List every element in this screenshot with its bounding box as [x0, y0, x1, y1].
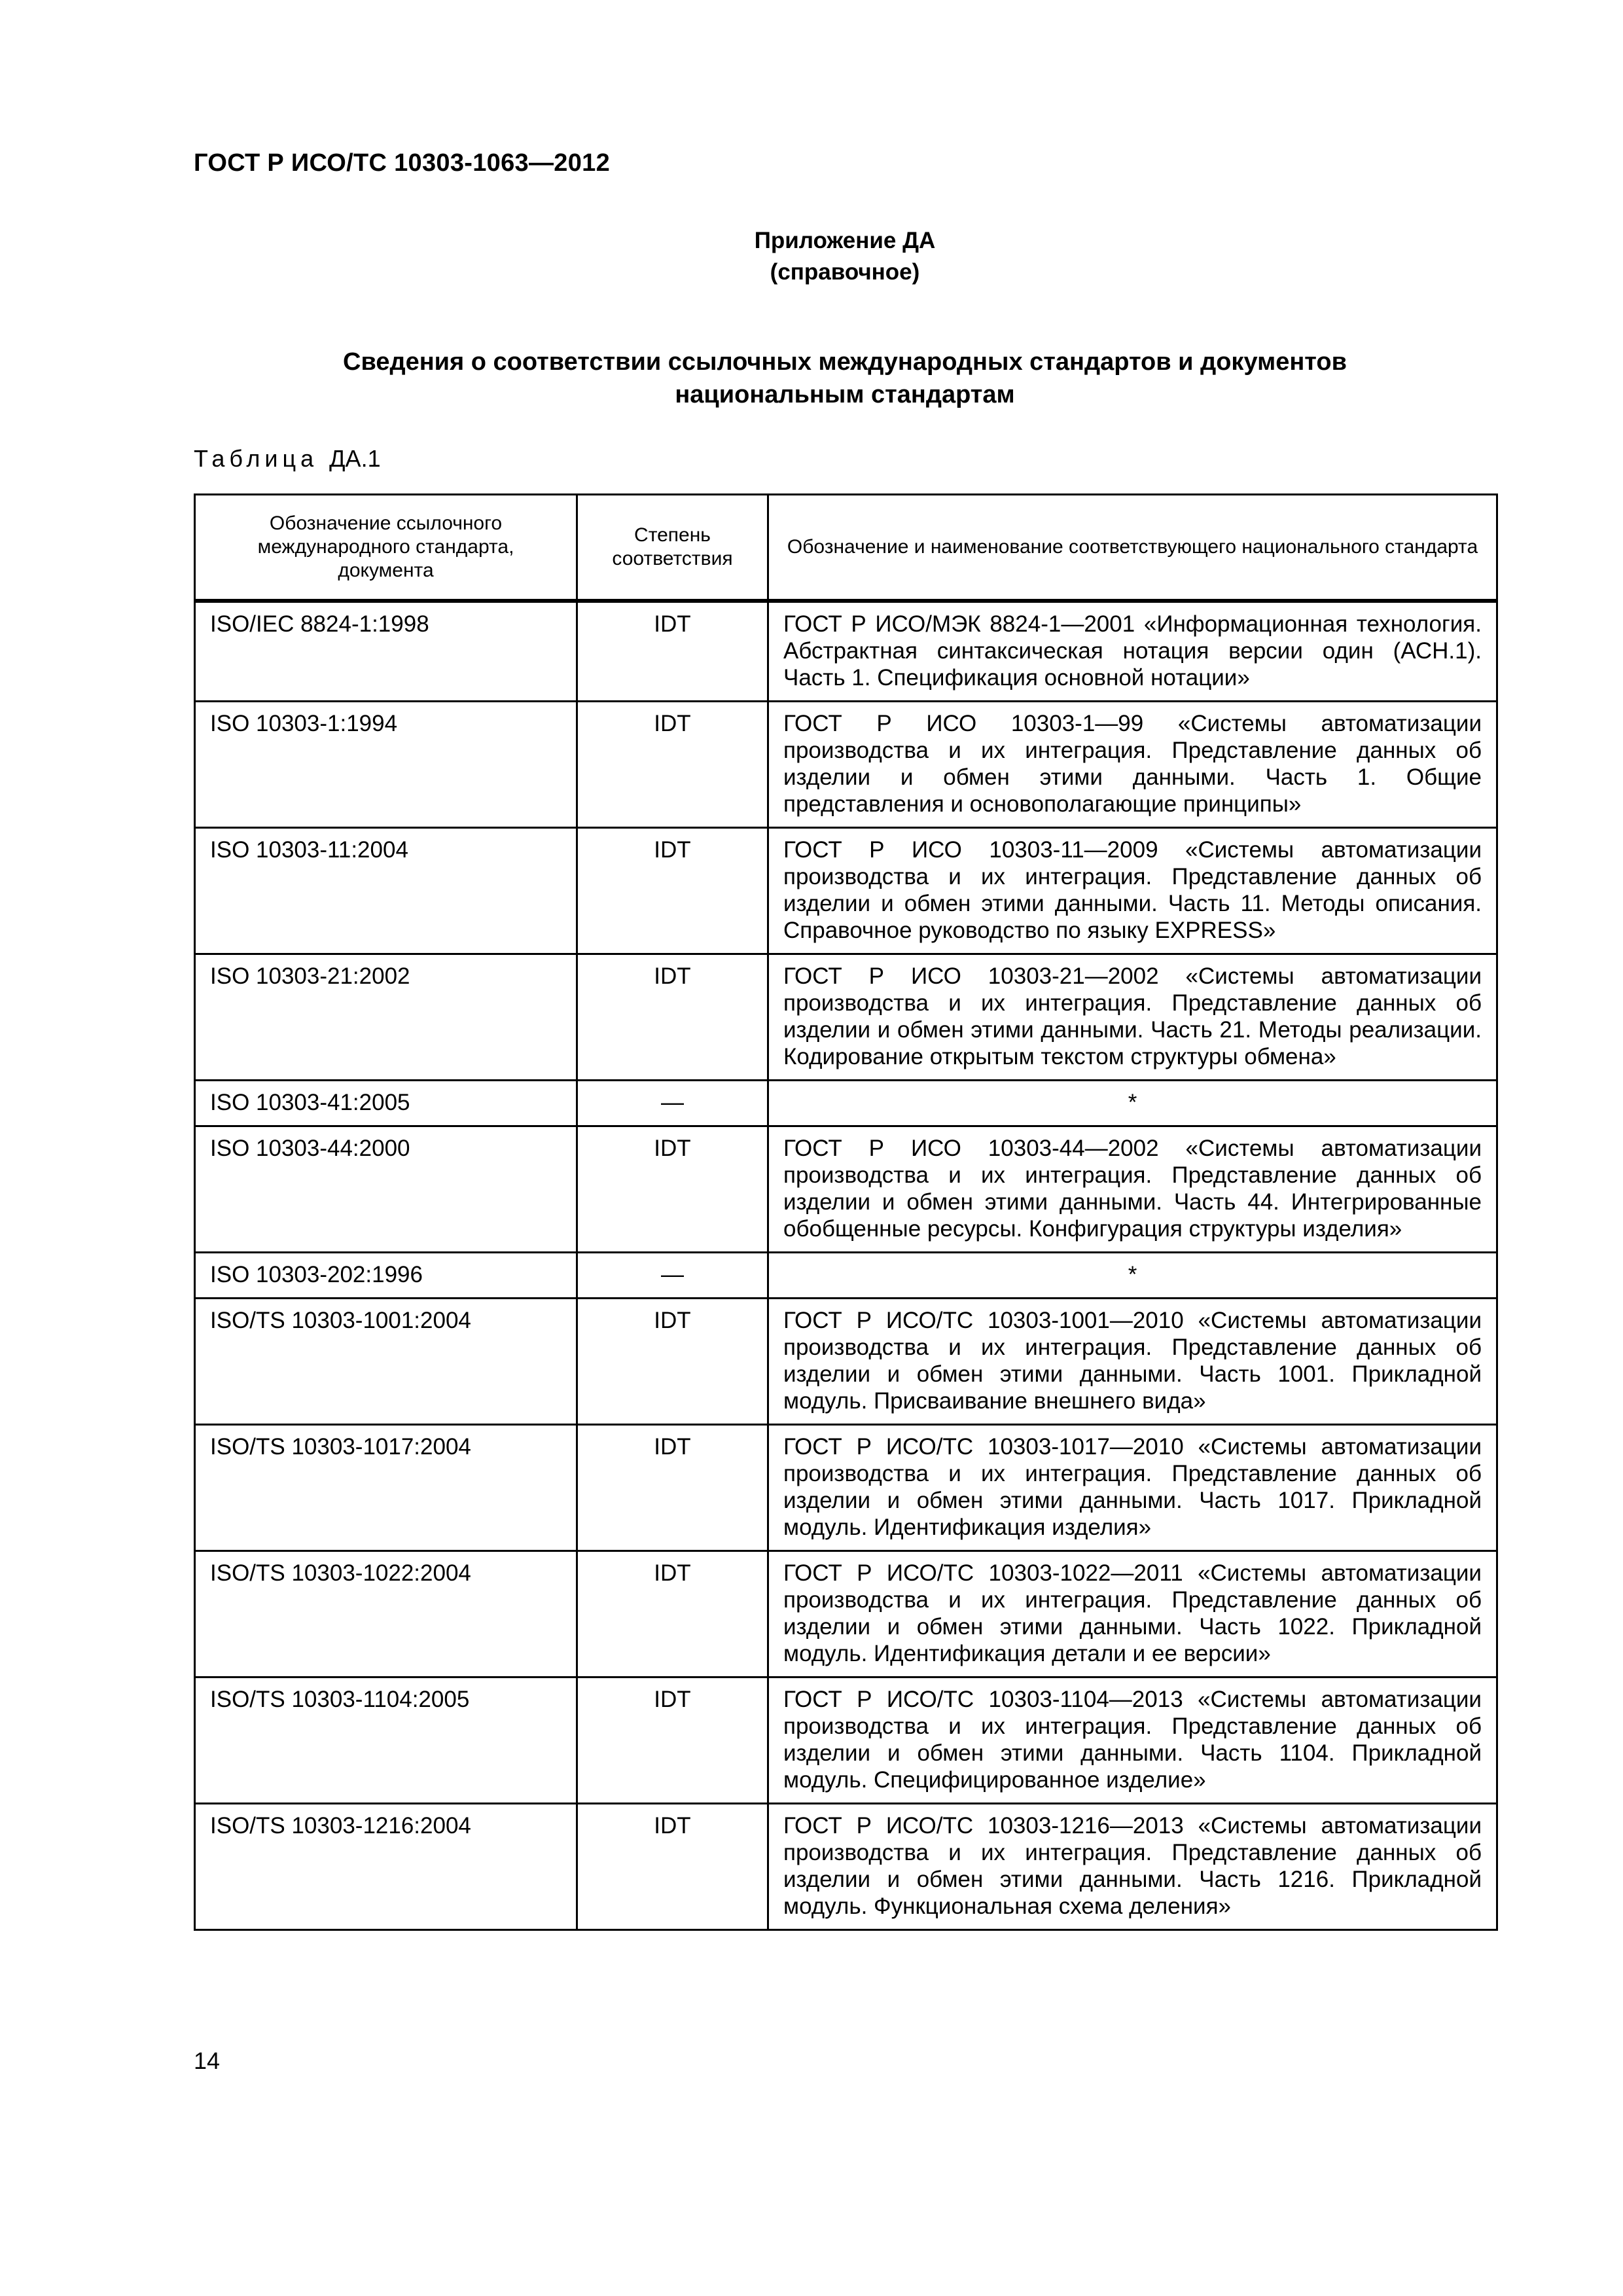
page-number: 14	[194, 2047, 221, 2074]
international-standard-designation: ISO/TS 10303-1001:2004	[195, 1299, 577, 1425]
annex-heading	[194, 225, 1496, 288]
international-standard-designation: ISO/IEC 8824-1:1998	[195, 601, 577, 702]
degree-of-correspondence: IDT	[577, 828, 768, 954]
table-row	[195, 954, 1497, 1081]
section-title-line-2: национальным стандартам	[675, 381, 1015, 408]
national-standard: *	[768, 1253, 1497, 1299]
table-row	[195, 828, 1497, 954]
degree-of-correspondence: IDT	[577, 1677, 768, 1804]
national-standard: *	[768, 1081, 1497, 1126]
national-standard: ГОСТ Р ИСО 10303-44—2002 «Системы автоматизации производства и их интеграция. Представление данных об изделии и обмен этими данными. Часть 44. Интегрированные обобщенные ресурсы. Конфигурация структуры изделия»	[768, 1126, 1497, 1253]
international-standard-designation: ISO 10303-21:2002	[195, 954, 577, 1081]
international-standard-designation: ISO 10303-11:2004	[195, 828, 577, 954]
table-row	[195, 1081, 1497, 1126]
degree-of-correspondence: IDT	[577, 954, 768, 1081]
national-standard: ГОСТ Р ИСО/МЭК 8824-1—2001 «Информационная технология. Абстрактная синтаксическая нотация версии один (АСН.1). Часть 1. Спецификация основной нотации»	[768, 601, 1497, 702]
degree-of-correspondence: IDT	[577, 1804, 768, 1930]
table-caption-number: ДА.1	[329, 445, 381, 472]
table-row	[195, 1551, 1497, 1677]
section-title	[194, 346, 1496, 411]
table-row	[195, 1804, 1497, 1930]
table-header-row	[195, 495, 1497, 601]
correspondence-table	[194, 493, 1498, 1931]
degree-of-correspondence: IDT	[577, 601, 768, 702]
national-standard: ГОСТ Р ИСО/ТС 10303-1017—2010 «Системы автоматизации производства и их интеграция. Представление данных об изделии и обмен этими данными. Часть 1017. Прикладной модуль. Идентификация изделия»	[768, 1425, 1497, 1551]
section-title-line-1: Сведения о соответствии ссылочных международных стандартов и документов	[343, 348, 1347, 376]
international-standard-designation: ISO 10303-1:1994	[195, 702, 577, 828]
international-standard-designation: ISO 10303-44:2000	[195, 1126, 577, 1253]
international-standard-designation: ISO/TS 10303-1022:2004	[195, 1551, 577, 1677]
national-standard: ГОСТ Р ИСО 10303-1—99 «Системы автоматизации производства и их интеграция. Представление данных об изделии и обмен этими данными. Часть 1. Общие представления и основополагающие принципы»	[768, 702, 1497, 828]
annex-note: (справочное)	[770, 259, 920, 285]
table-row	[195, 1425, 1497, 1551]
table-caption	[194, 445, 381, 473]
annex-title: Приложение ДА	[754, 228, 936, 253]
international-standard-designation: ISO 10303-202:1996	[195, 1253, 577, 1299]
table-row	[195, 702, 1497, 828]
header-international-designation: Обозначение ссылочного международного стандарта, документа	[195, 495, 577, 601]
international-standard-designation: ISO 10303-41:2005	[195, 1081, 577, 1126]
national-standard: ГОСТ Р ИСО/ТС 10303-1216—2013 «Системы автоматизации производства и их интеграция. Представление данных об изделии и обмен этими данными. Часть 1216. Прикладной модуль. Функциональная схема деления»	[768, 1804, 1497, 1930]
table-row	[195, 1126, 1497, 1253]
degree-of-correspondence: IDT	[577, 1551, 768, 1677]
table-body	[195, 601, 1497, 1930]
national-standard: ГОСТ Р ИСО 10303-21—2002 «Системы автоматизации производства и их интеграция. Представление данных об изделии и обмен этими данными. Часть 21. Методы реализации. Кодирование открытым текстом структуры обмена»	[768, 954, 1497, 1081]
national-standard: ГОСТ Р ИСО/ТС 10303-1001—2010 «Системы автоматизации производства и их интеграция. Представление данных об изделии и обмен этими данными. Часть 1001. Прикладной модуль. Присваивание внешнего вида»	[768, 1299, 1497, 1425]
international-standard-designation: ISO/TS 10303-1104:2005	[195, 1677, 577, 1804]
table-row	[195, 1253, 1497, 1299]
document-code-header: ГОСТ Р ИСО/ТС 10303-1063—2012	[194, 149, 610, 177]
national-standard: ГОСТ Р ИСО/ТС 10303-1104—2013 «Системы автоматизации производства и их интеграция. Представление данных об изделии и обмен этими данными. Часть 1104. Прикладной модуль. Специфицированное изделие»	[768, 1677, 1497, 1804]
table-row	[195, 1299, 1497, 1425]
table-row	[195, 1677, 1497, 1804]
degree-of-correspondence: IDT	[577, 1126, 768, 1253]
international-standard-designation: ISO/TS 10303-1216:2004	[195, 1804, 577, 1930]
table-caption-label: Таблица	[194, 445, 319, 472]
international-standard-designation: ISO/TS 10303-1017:2004	[195, 1425, 577, 1551]
header-national-standard: Обозначение и наименование соответствующего национального стандарта	[768, 495, 1497, 601]
table-row	[195, 601, 1497, 702]
national-standard: ГОСТ Р ИСО/ТС 10303-1022—2011 «Системы автоматизации производства и их интеграция. Представление данных об изделии и обмен этими данными. Часть 1022. Прикладной модуль. Идентификация детали и ее версии»	[768, 1551, 1497, 1677]
national-standard: ГОСТ Р ИСО 10303-11—2009 «Системы автоматизации производства и их интеграция. Представление данных об изделии и обмен этими данными. Часть 11. Методы описания. Справочное руководство по языку EXPRESS»	[768, 828, 1497, 954]
degree-of-correspondence: IDT	[577, 702, 768, 828]
header-degree-of-correspondence: Степень соответствия	[577, 495, 768, 601]
degree-of-correspondence: IDT	[577, 1299, 768, 1425]
degree-of-correspondence: IDT	[577, 1425, 768, 1551]
degree-of-correspondence: —	[577, 1081, 768, 1126]
degree-of-correspondence: —	[577, 1253, 768, 1299]
